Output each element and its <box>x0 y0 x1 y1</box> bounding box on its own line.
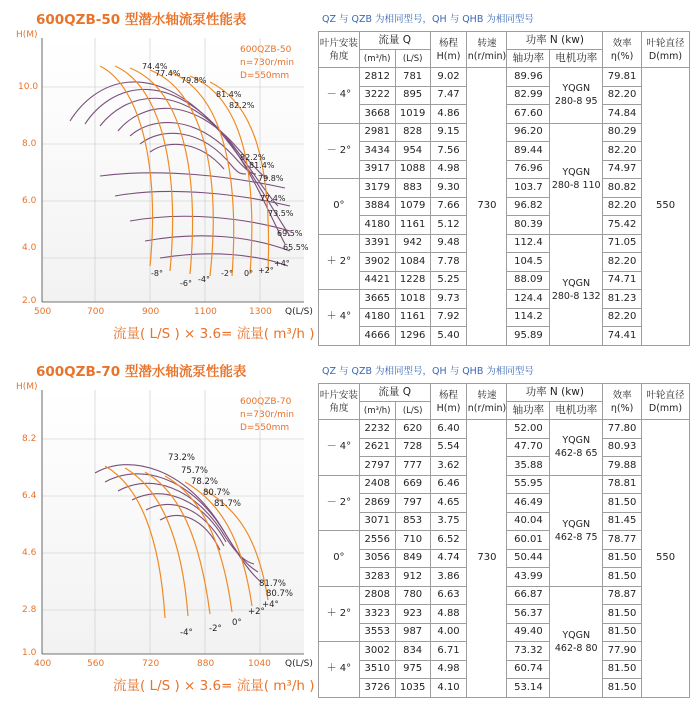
cell-head: 5.40 <box>430 327 467 346</box>
eff-label: 69.5% <box>277 229 303 238</box>
header-motor-power: 电机功率 <box>550 402 603 420</box>
eff-label: 81.7% <box>214 499 242 509</box>
cell-angle: － 4° <box>319 420 360 476</box>
cell-flow-m3h: 4180 <box>359 216 395 235</box>
cell-efficiency: 74.71 <box>603 271 642 290</box>
table-row <box>319 420 690 439</box>
cell-flow-ls: 1161 <box>395 308 430 327</box>
cell-efficiency: 82.20 <box>603 86 642 105</box>
cell-impeller: 550 <box>642 420 690 698</box>
cell-efficiency: 81.50 <box>603 623 642 642</box>
cell-flow-ls: 1019 <box>395 105 430 124</box>
cell-efficiency: 77.80 <box>603 420 642 439</box>
angle-label: -2° <box>209 624 222 634</box>
table-body <box>319 68 690 346</box>
cell-shaft-power: 76.96 <box>507 160 550 179</box>
cell-flow-m3h: 2981 <box>359 123 395 142</box>
cell-efficiency: 82.20 <box>603 142 642 161</box>
header-head: 杨程H(m) <box>430 384 467 420</box>
cell-flow-ls: 942 <box>395 234 430 253</box>
eff-label: 74.4% <box>142 62 168 71</box>
cell-flow-m3h: 3434 <box>359 142 395 161</box>
cell-shaft-power: 53.14 <box>507 679 550 698</box>
cell-motor: YQGN 280-8 95 <box>550 68 603 124</box>
cell-impeller: 550 <box>642 68 690 346</box>
cell-head: 3.62 <box>430 457 467 476</box>
angle-label: 0° <box>244 269 254 278</box>
cell-flow-m3h: 2869 <box>359 494 395 513</box>
angle-label: +4° <box>274 259 290 268</box>
header-blade-angle: 叶片安装角度 <box>319 384 360 420</box>
x-tick: 700 <box>87 307 105 317</box>
cell-head: 4.88 <box>430 605 467 624</box>
cell-head: 7.78 <box>430 253 467 272</box>
cell-flow-m3h: 3510 <box>359 660 395 679</box>
cell-head: 9.02 <box>430 68 467 87</box>
cell-efficiency: 82.20 <box>603 197 642 216</box>
header-efficiency: 效率η(%) <box>603 384 642 420</box>
header-flow-m3h: (m³/h) <box>359 50 395 68</box>
eff-label: 77.4% <box>155 69 181 78</box>
header-shaft-power: 轴功率 <box>507 50 550 68</box>
cell-head: 9.48 <box>430 234 467 253</box>
cell-shaft-power: 80.39 <box>507 216 550 235</box>
cell-head: 9.15 <box>430 123 467 142</box>
header-flow-ls: (L/S) <box>395 402 430 420</box>
cell-head: 6.40 <box>430 420 467 439</box>
cell-efficiency: 81.50 <box>603 679 642 698</box>
y-tick: 4.0 <box>22 243 37 253</box>
legend-model: 600QZB-70 <box>240 397 292 407</box>
cell-head: 6.71 <box>430 642 467 661</box>
header-efficiency: 效率η(%) <box>603 32 642 68</box>
x-axis-title: Q(L/S) <box>285 659 313 669</box>
y-tick: 6.4 <box>22 491 37 501</box>
cell-motor: YQGN 462-8 65 <box>550 420 603 476</box>
angle-label: -4° <box>180 628 193 638</box>
cell-efficiency: 78.77 <box>603 531 642 550</box>
header-motor-power: 电机功率 <box>550 50 603 68</box>
cell-shaft-power: 103.7 <box>507 179 550 198</box>
cell-angle: － 2° <box>319 123 360 179</box>
cell-flow-ls: 710 <box>395 531 430 550</box>
header-head: 杨程H(m) <box>430 32 467 68</box>
cell-angle: 0° <box>319 179 360 235</box>
angle-label: -6° <box>180 279 192 288</box>
cell-flow-m3h: 3917 <box>359 160 395 179</box>
cell-angle: － 2° <box>319 475 360 531</box>
eff-label: 82.2% <box>240 153 266 162</box>
performance-chart <box>0 378 320 704</box>
cell-head: 9.30 <box>430 179 467 198</box>
cell-flow-m3h: 2808 <box>359 586 395 605</box>
cell-shaft-power: 67.60 <box>507 105 550 124</box>
cell-flow-m3h: 2621 <box>359 438 395 457</box>
cell-angle: － 4° <box>319 68 360 124</box>
cell-efficiency: 81.50 <box>603 568 642 587</box>
y-tick: 1.0 <box>22 648 37 658</box>
cell-shaft-power: 35.88 <box>507 457 550 476</box>
cell-flow-m3h: 3391 <box>359 234 395 253</box>
eff-label: 75.7% <box>181 466 209 476</box>
cell-head: 7.47 <box>430 86 467 105</box>
cell-efficiency: 82.20 <box>603 308 642 327</box>
eff-label: 65.5% <box>283 243 309 252</box>
cell-shaft-power: 43.99 <box>507 568 550 587</box>
eff-label: 79.8% <box>181 76 207 85</box>
cell-efficiency: 78.81 <box>603 475 642 494</box>
cell-flow-ls: 669 <box>395 475 430 494</box>
cell-flow-m3h: 4180 <box>359 308 395 327</box>
cell-shaft-power: 95.89 <box>507 327 550 346</box>
cell-efficiency: 81.50 <box>603 549 642 568</box>
cell-head: 4.74 <box>430 549 467 568</box>
y-tick: 8.2 <box>22 434 37 444</box>
cell-shaft-power: 60.01 <box>507 531 550 550</box>
cell-shaft-power: 46.49 <box>507 494 550 513</box>
cell-shaft-power: 50.44 <box>507 549 550 568</box>
cell-head: 7.92 <box>430 308 467 327</box>
legend-diameter: D=550mm <box>240 423 290 433</box>
cell-flow-m3h: 3665 <box>359 290 395 309</box>
header-shaft-power: 轴功率 <box>507 402 550 420</box>
chart-legend <box>240 396 294 435</box>
cell-flow-ls: 954 <box>395 142 430 161</box>
cell-efficiency: 74.97 <box>603 160 642 179</box>
eff-label: 81.7% <box>259 579 287 589</box>
cell-flow-m3h: 3553 <box>359 623 395 642</box>
y-tick: 2.0 <box>22 296 37 306</box>
cell-shaft-power: 112.4 <box>507 234 550 253</box>
cell-flow-m3h: 3222 <box>359 86 395 105</box>
cell-shaft-power: 96.82 <box>507 197 550 216</box>
cell-flow-ls: 1228 <box>395 271 430 290</box>
y-tick: 4.6 <box>22 548 37 558</box>
cell-flow-ls: 975 <box>395 660 430 679</box>
cell-flow-m3h: 2812 <box>359 68 395 87</box>
chart-legend <box>240 44 294 83</box>
cell-efficiency: 75.42 <box>603 216 642 235</box>
angle-label: 0° <box>232 618 242 628</box>
cell-flow-m3h: 2408 <box>359 475 395 494</box>
cell-flow-ls: 853 <box>395 512 430 531</box>
x-tick: 880 <box>197 659 215 669</box>
cell-shaft-power: 66.87 <box>507 586 550 605</box>
cell-flow-m3h: 3726 <box>359 679 395 698</box>
cell-flow-m3h: 3902 <box>359 253 395 272</box>
cell-head: 6.52 <box>430 531 467 550</box>
cell-head: 3.75 <box>430 512 467 531</box>
cell-flow-ls: 1084 <box>395 253 430 272</box>
cell-flow-m3h: 4421 <box>359 271 395 290</box>
cell-flow-ls: 1161 <box>395 216 430 235</box>
cell-efficiency: 81.45 <box>603 512 642 531</box>
cell-speed: 730 <box>467 420 507 698</box>
cell-head: 6.63 <box>430 586 467 605</box>
unit-formula: 流量( L/S ) × 3.6= 流量( m³/h ) <box>113 678 315 694</box>
cell-motor: YQGN 462-8 75 <box>550 475 603 586</box>
section-600qzb-70 <box>0 352 690 704</box>
cell-flow-m3h: 3002 <box>359 642 395 661</box>
x-axis-title: Q(L/S) <box>285 307 313 317</box>
cell-efficiency: 80.93 <box>603 438 642 457</box>
cell-flow-ls: 777 <box>395 457 430 476</box>
cell-shaft-power: 49.40 <box>507 623 550 642</box>
cell-efficiency: 80.29 <box>603 123 642 142</box>
eff-label: 82.2% <box>229 101 255 110</box>
cell-head: 3.86 <box>430 568 467 587</box>
cell-flow-ls: 923 <box>395 605 430 624</box>
cell-shaft-power: 114.2 <box>507 308 550 327</box>
x-tick: 720 <box>142 659 160 669</box>
cell-efficiency: 81.50 <box>603 605 642 624</box>
cell-head: 4.00 <box>430 623 467 642</box>
cell-flow-ls: 797 <box>395 494 430 513</box>
cell-efficiency: 74.41 <box>603 327 642 346</box>
section-title: 600QZB-50 型潜水轴流泵性能表 <box>36 12 247 28</box>
y-tick: 6.0 <box>22 196 37 206</box>
cell-flow-ls: 895 <box>395 86 430 105</box>
cell-head: 4.65 <box>430 494 467 513</box>
cell-efficiency: 81.50 <box>603 494 642 513</box>
angle-label: +4° <box>262 600 279 610</box>
header-flow-ls: (L/S) <box>395 50 430 68</box>
header-power: 功率 N (kw) <box>507 384 603 402</box>
performance-table <box>318 31 690 346</box>
cell-shaft-power: 60.74 <box>507 660 550 679</box>
legend-model: 600QZB-50 <box>240 45 292 55</box>
angle-label: -4° <box>198 275 210 284</box>
eff-label: 73.2% <box>168 453 196 463</box>
header-impeller: 叶轮直径D(mm) <box>642 32 690 68</box>
cell-head: 5.54 <box>430 438 467 457</box>
cell-flow-m3h: 4666 <box>359 327 395 346</box>
performance-table <box>318 383 690 698</box>
cell-flow-ls: 728 <box>395 438 430 457</box>
y-axis-title: H(M) <box>16 30 38 40</box>
cell-flow-m3h: 2232 <box>359 420 395 439</box>
cell-flow-ls: 1296 <box>395 327 430 346</box>
x-tick: 400 <box>34 659 52 669</box>
cell-shaft-power: 82.99 <box>507 86 550 105</box>
cell-shaft-power: 89.96 <box>507 68 550 87</box>
cell-flow-ls: 987 <box>395 623 430 642</box>
cell-efficiency: 79.88 <box>603 457 642 476</box>
header-flow-m3h: (m³/h) <box>359 402 395 420</box>
cell-head: 6.46 <box>430 475 467 494</box>
cell-head: 4.86 <box>430 105 467 124</box>
cell-flow-m3h: 2797 <box>359 457 395 476</box>
legend-speed: n=730r/min <box>240 58 295 68</box>
cell-efficiency: 81.23 <box>603 290 642 309</box>
y-tick: 10.0 <box>18 82 39 92</box>
cell-efficiency: 74.84 <box>603 105 642 124</box>
cell-head: 4.10 <box>430 679 467 698</box>
cell-flow-ls: 780 <box>395 586 430 605</box>
table-body <box>319 420 690 698</box>
unit-formula: 流量( L/S ) × 3.6= 流量( m³/h ) <box>113 326 315 342</box>
x-tick: 900 <box>142 307 160 317</box>
cell-head: 7.66 <box>430 197 467 216</box>
table-row <box>319 68 690 87</box>
model-note: QZ 与 QZB 为相同型号，QH 与 QHB 为相同型号 <box>322 14 534 25</box>
cell-flow-m3h: 3668 <box>359 105 395 124</box>
cell-shaft-power: 88.09 <box>507 271 550 290</box>
y-axis-title: H(M) <box>16 382 38 392</box>
cell-efficiency: 80.82 <box>603 179 642 198</box>
model-note: QZ 与 QZB 为相同型号，QH 与 QHB 为相同型号 <box>322 366 534 377</box>
cell-shaft-power: 52.00 <box>507 420 550 439</box>
cell-angle: 0° <box>319 531 360 587</box>
cell-motor: YQGN 280-8 110 <box>550 123 603 234</box>
x-tick: 1300 <box>249 307 272 317</box>
cell-flow-ls: 1088 <box>395 160 430 179</box>
cell-efficiency: 77.90 <box>603 642 642 661</box>
cell-flow-ls: 834 <box>395 642 430 661</box>
legend-speed: n=730r/min <box>240 410 295 420</box>
cell-flow-ls: 883 <box>395 179 430 198</box>
y-tick: 8.0 <box>22 139 37 149</box>
cell-flow-ls: 828 <box>395 123 430 142</box>
cell-shaft-power: 104.5 <box>507 253 550 272</box>
cell-flow-ls: 912 <box>395 568 430 587</box>
eff-label: 81.4% <box>216 90 242 99</box>
cell-shaft-power: 96.20 <box>507 123 550 142</box>
cell-shaft-power: 47.70 <box>507 438 550 457</box>
eff-label: 73.5% <box>268 209 294 218</box>
cell-shaft-power: 89.44 <box>507 142 550 161</box>
header-flow: 流量 Q <box>359 384 430 402</box>
performance-chart <box>0 26 320 352</box>
angle-label: -8° <box>151 269 163 278</box>
cell-shaft-power: 73.32 <box>507 642 550 661</box>
x-tick: 500 <box>34 307 52 317</box>
cell-head: 5.25 <box>430 271 467 290</box>
eff-label: 79.8% <box>258 174 284 183</box>
eff-label: 81.4% <box>249 161 275 170</box>
eff-label: 77.4% <box>260 194 286 203</box>
x-tick: 1100 <box>194 307 217 317</box>
cell-efficiency: 71.05 <box>603 234 642 253</box>
header-flow: 流量 Q <box>359 32 430 50</box>
angle-label: +2° <box>248 607 265 617</box>
legend-diameter: D=550mm <box>240 71 290 81</box>
cell-angle: ＋ 2° <box>319 234 360 290</box>
cell-efficiency: 82.20 <box>603 253 642 272</box>
angle-label: +2° <box>258 266 274 275</box>
x-tick: 1040 <box>248 659 271 669</box>
cell-angle: ＋ 4° <box>319 290 360 346</box>
cell-head: 7.56 <box>430 142 467 161</box>
section-title: 600QZB-70 型潜水轴流泵性能表 <box>36 364 247 380</box>
cell-flow-m3h: 3283 <box>359 568 395 587</box>
cell-flow-ls: 1035 <box>395 679 430 698</box>
angle-label: -2° <box>221 269 233 278</box>
cell-flow-ls: 1079 <box>395 197 430 216</box>
cell-motor: YQGN 280-8 132 <box>550 234 603 345</box>
cell-head: 9.73 <box>430 290 467 309</box>
cell-shaft-power: 40.04 <box>507 512 550 531</box>
header-power: 功率 N (kw) <box>507 32 603 50</box>
cell-flow-m3h: 3323 <box>359 605 395 624</box>
cell-flow-ls: 1018 <box>395 290 430 309</box>
eff-label: 78.2% <box>191 477 219 487</box>
eff-label: 80.7% <box>203 488 231 498</box>
cell-flow-m3h: 3056 <box>359 549 395 568</box>
cell-angle: ＋ 2° <box>319 586 360 642</box>
cell-flow-ls: 620 <box>395 420 430 439</box>
cell-head: 4.98 <box>430 160 467 179</box>
header-speed: 转速n(r/min) <box>467 384 507 420</box>
eff-label: 80.7% <box>266 589 294 599</box>
cell-head: 5.12 <box>430 216 467 235</box>
y-tick: 2.8 <box>22 605 37 615</box>
cell-efficiency: 78.87 <box>603 586 642 605</box>
cell-flow-m3h: 2556 <box>359 531 395 550</box>
header-blade-angle: 叶片安装角度 <box>319 32 360 68</box>
header-impeller: 叶轮直径D(mm) <box>642 384 690 420</box>
cell-flow-ls: 781 <box>395 68 430 87</box>
cell-flow-m3h: 3179 <box>359 179 395 198</box>
x-tick: 560 <box>87 659 105 669</box>
cell-flow-m3h: 3884 <box>359 197 395 216</box>
cell-shaft-power: 124.4 <box>507 290 550 309</box>
cell-angle: ＋ 4° <box>319 642 360 698</box>
cell-motor: YQGN 462-8 80 <box>550 586 603 697</box>
header-speed: 转速n(r/min) <box>467 32 507 68</box>
cell-efficiency: 81.50 <box>603 660 642 679</box>
cell-flow-m3h: 3071 <box>359 512 395 531</box>
cell-flow-ls: 849 <box>395 549 430 568</box>
cell-shaft-power: 55.95 <box>507 475 550 494</box>
cell-efficiency: 79.81 <box>603 68 642 87</box>
cell-head: 4.98 <box>430 660 467 679</box>
cell-speed: 730 <box>467 68 507 346</box>
cell-shaft-power: 56.37 <box>507 605 550 624</box>
